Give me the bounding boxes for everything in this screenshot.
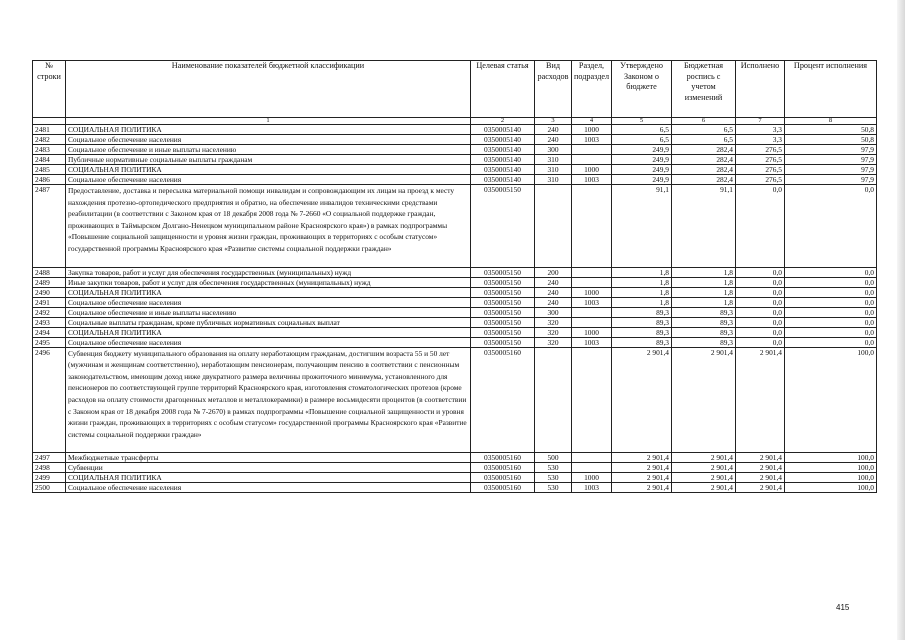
target-article: 0350005160 [471,453,535,463]
indicator-name: СОЦИАЛЬНАЯ ПОЛИТИКА [66,165,471,175]
approved-amount: 249,9 [612,165,672,175]
section-code [572,463,612,473]
row-number: 2500 [33,483,66,493]
row-number: 2494 [33,327,66,337]
section-code: 1000 [572,165,612,175]
execution-percent: 0,0 [785,337,877,347]
executed-amount: 3,3 [736,125,785,135]
executed-amount: 2 901,4 [736,453,785,463]
table-row [33,165,877,175]
expense-type [535,185,572,255]
column-number [33,118,66,125]
indicator-name: Социальное обеспечение и иные выплаты населению [66,307,471,317]
section-code: 1003 [572,297,612,307]
indicator-name: Социальное обеспечение населения [66,483,471,493]
target-article: 0350005140 [471,145,535,155]
budget-list-amount: 89,3 [672,317,736,327]
approved-amount: 2 901,4 [612,347,672,440]
target-article: 0350005140 [471,175,535,185]
target-article: 0350005150 [471,337,535,347]
expense-type: 530 [535,463,572,473]
target-article: 0350005150 [471,317,535,327]
expense-type: 240 [535,125,572,135]
table-body [33,125,877,493]
execution-percent: 50,8 [785,125,877,135]
expense-type: 240 [535,287,572,297]
section-code: 1003 [572,483,612,493]
row-number: 2496 [33,347,66,440]
row-number: 2495 [33,337,66,347]
budget-list-amount: 91,1 [672,185,736,255]
indicator-name: СОЦИАЛЬНАЯ ПОЛИТИКА [66,125,471,135]
row-number: 2489 [33,277,66,287]
section-code [572,267,612,277]
expense-type: 200 [535,267,572,277]
spacer-cell [66,255,471,268]
budget-list-amount: 2 901,4 [672,483,736,493]
row-continuation-spacer [33,255,877,268]
page-edge-shadow [897,0,905,640]
expense-type: 300 [535,307,572,317]
section-code [572,277,612,287]
row-number: 2492 [33,307,66,317]
target-article: 0350005150 [471,327,535,337]
indicator-name: Социальное обеспечение населения [66,135,471,145]
approved-amount: 1,8 [612,297,672,307]
execution-percent: 100,0 [785,463,877,473]
spacer-cell [535,255,572,268]
indicator-name: Социальные выплаты гражданам, кроме публичных нормативных социальных выплат [66,317,471,327]
spacer-cell [66,440,471,453]
expense-type: 530 [535,483,572,493]
spacer-cell [33,440,66,453]
column-number: 5 [612,118,672,125]
executed-amount: 276,5 [736,155,785,165]
budget-list-amount: 1,8 [672,297,736,307]
table-row [33,317,877,327]
budget-list-amount: 282,4 [672,145,736,155]
page-number: 415 [836,603,850,612]
approved-amount: 2 901,4 [612,473,672,483]
section-code: 1000 [572,125,612,135]
header-approved: Утверждено Законом о бюджете [612,61,672,118]
expense-type: 300 [535,145,572,155]
target-article: 0350005150 [471,307,535,317]
indicator-name: СОЦИАЛЬНАЯ ПОЛИТИКА [66,473,471,483]
execution-percent: 97,9 [785,155,877,165]
budget-list-amount: 282,4 [672,175,736,185]
budget-list-amount: 282,4 [672,165,736,175]
approved-amount: 89,3 [612,337,672,347]
section-code: 1000 [572,287,612,297]
indicator-name: Межбюджетные трансферты [66,453,471,463]
executed-amount: 0,0 [736,327,785,337]
section-code [572,155,612,165]
execution-percent: 97,9 [785,165,877,175]
section-code: 1003 [572,175,612,185]
executed-amount: 0,0 [736,185,785,255]
budget-list-amount: 2 901,4 [672,453,736,463]
executed-amount: 0,0 [736,337,785,347]
approved-amount: 249,9 [612,145,672,155]
table-row [33,277,877,287]
spacer-cell [736,255,785,268]
budget-list-amount: 89,3 [672,307,736,317]
execution-percent: 0,0 [785,327,877,337]
executed-amount: 2 901,4 [736,473,785,483]
indicator-name: Предоставление, доставка и пересылка материальной помощи инвалидам и сопровождающим их лицам на проезд к месту нахождения протезно-ортопедического предприятия и обратно, на обеспечение инвалидов техническими средствами реабилитации (в соответствии с Законом края от 18 декабря 2008 года № 7-2660 «О социальной поддержке граждан, проживающих в Таймырском Долгано-Ненецком муниципальном районе Красноярского края») в рамках подпрограммы «Повышение социальной защищенности и уровня жизни граждан, проживающих в территориях с особым статусом» государственной программы Красноярского края «Развитие системы социальной поддержки граждан» [66,185,471,255]
table-row [33,175,877,185]
table-row [33,267,877,277]
section-code: 1003 [572,135,612,145]
spacer-cell [785,255,877,268]
approved-amount: 89,3 [612,307,672,317]
approved-amount: 249,9 [612,155,672,165]
target-article: 0350005150 [471,287,535,297]
executed-amount: 2 901,4 [736,347,785,440]
indicator-name: Субвенции [66,463,471,473]
approved-amount: 249,9 [612,175,672,185]
approved-amount: 2 901,4 [612,483,672,493]
budget-list-amount: 2 901,4 [672,347,736,440]
target-article: 0350005150 [471,267,535,277]
executed-amount: 276,5 [736,165,785,175]
column-number: 7 [736,118,785,125]
expense-type: 320 [535,337,572,347]
spacer-cell [471,255,535,268]
expense-type: 320 [535,327,572,337]
budget-list-amount: 89,3 [672,337,736,347]
row-number: 2486 [33,175,66,185]
budget-list-amount: 2 901,4 [672,473,736,483]
executed-amount: 0,0 [736,307,785,317]
executed-amount: 0,0 [736,317,785,327]
header-expense-type: Вид расходов [535,61,572,118]
table-row [33,327,877,337]
row-continuation-spacer [33,440,877,453]
target-article: 0350005150 [471,185,535,255]
spacer-cell [672,440,736,453]
approved-amount: 91,1 [612,185,672,255]
spacer-cell [572,255,612,268]
table-row [33,125,877,135]
approved-amount: 1,8 [612,267,672,277]
table-row [33,483,877,493]
spacer-cell [572,440,612,453]
executed-amount: 0,0 [736,297,785,307]
row-number: 2485 [33,165,66,175]
header-budget-list: Бюджетная роспись с учетом изменений [672,61,736,118]
expense-type: 500 [535,453,572,463]
budget-list-amount: 6,5 [672,135,736,145]
execution-percent: 97,9 [785,175,877,185]
approved-amount: 2 901,4 [612,463,672,473]
header-target: Целевая статья [471,61,535,118]
row-number: 2482 [33,135,66,145]
execution-percent: 0,0 [785,267,877,277]
executed-amount: 276,5 [736,175,785,185]
row-number: 2499 [33,473,66,483]
table-row [33,145,877,155]
budget-list-amount: 89,3 [672,327,736,337]
expense-type: 530 [535,473,572,483]
budget-list-amount: 1,8 [672,277,736,287]
budget-list-amount: 6,5 [672,125,736,135]
target-article: 0350005140 [471,135,535,145]
table-row [33,347,877,440]
spacer-cell [33,255,66,268]
indicator-name: Иные закупки товаров, работ и услуг для обеспечения государственных (муниципальных) нужд [66,277,471,287]
executed-amount: 0,0 [736,287,785,297]
header-executed: Исполнено [736,61,785,118]
indicator-name: Субвенция бюджету муниципального образования на оплату неработающим гражданам, достигшим возраста 55 и 50 лет (мужчинам и женщинам соответственно), неработающим пенсионерам, получающим пенсию в соответствии с пенсионным законодательством, имеющим доход ниже двукратного размера величины прожиточного минимума, установленного для пенсионеров по соответствующей группе территорий Красноярского края, изготовления стоматологических протезов (кроме расходов на оплату стоимости драгоценных металлов и металлокерамики) в размере восьмидесяти процентов (в соответствии с Законом края от 18 декабря 2008 года № 7-2670) в рамках подпрограммы «Повышение социальной защищенности и уровня жизни граждан, проживающих в территориях с особым статусом» государственной программы Красноярского края «Развитие системы социальной поддержки граждан» [66,347,471,440]
spacer-cell [672,255,736,268]
row-number: 2491 [33,297,66,307]
expense-type: 240 [535,297,572,307]
indicator-name: Закупка товаров, работ и услуг для обеспечения государственных (муниципальных) нужд [66,267,471,277]
header-percent: Процент исполнения [785,61,877,118]
approved-amount: 89,3 [612,327,672,337]
target-article: 0350005140 [471,165,535,175]
section-code [572,317,612,327]
table-row [33,473,877,483]
target-article: 0350005150 [471,297,535,307]
section-code [572,145,612,155]
table-row [33,453,877,463]
header-name: Наименование показателей бюджетной классификации [66,61,471,118]
execution-percent: 50,8 [785,135,877,145]
execution-percent: 100,0 [785,347,877,440]
table-row [33,135,877,145]
table-row [33,463,877,473]
indicator-name: Социальное обеспечение населения [66,175,471,185]
expense-type [535,347,572,440]
approved-amount: 6,5 [612,135,672,145]
execution-percent: 100,0 [785,483,877,493]
execution-percent: 0,0 [785,185,877,255]
row-number: 2490 [33,287,66,297]
section-code [572,347,612,440]
approved-amount: 1,8 [612,277,672,287]
spacer-cell [471,440,535,453]
target-article: 0350005160 [471,463,535,473]
execution-percent: 0,0 [785,277,877,287]
column-number: 8 [785,118,877,125]
row-number: 2497 [33,453,66,463]
column-number: 3 [535,118,572,125]
executed-amount: 0,0 [736,277,785,287]
expense-type: 310 [535,175,572,185]
approved-amount: 2 901,4 [612,453,672,463]
column-number: 6 [672,118,736,125]
target-article: 0350005150 [471,277,535,287]
approved-amount: 89,3 [612,317,672,327]
indicator-name: Социальное обеспечение населения [66,297,471,307]
row-number: 2484 [33,155,66,165]
table-row [33,307,877,317]
expense-type: 320 [535,317,572,327]
budget-execution-table [32,60,877,493]
section-code [572,307,612,317]
executed-amount: 2 901,4 [736,483,785,493]
table-row [33,337,877,347]
target-article: 0350005160 [471,473,535,483]
spacer-cell [736,440,785,453]
section-code [572,185,612,255]
indicator-name: Социальное обеспечение и иные выплаты населению [66,145,471,155]
execution-percent: 0,0 [785,287,877,297]
section-code: 1000 [572,473,612,483]
budget-list-amount: 2 901,4 [672,463,736,473]
target-article: 0350005140 [471,125,535,135]
executed-amount: 276,5 [736,145,785,155]
execution-percent: 0,0 [785,317,877,327]
execution-percent: 97,9 [785,145,877,155]
approved-amount: 6,5 [612,125,672,135]
executed-amount: 3,3 [736,135,785,145]
execution-percent: 100,0 [785,453,877,463]
row-number: 2493 [33,317,66,327]
budget-list-amount: 282,4 [672,155,736,165]
execution-percent: 0,0 [785,297,877,307]
section-code [572,453,612,463]
table-row [33,297,877,307]
table-row [33,155,877,165]
header-row-num: № строки [33,61,66,118]
column-number: 4 [572,118,612,125]
spacer-cell [612,440,672,453]
row-number: 2498 [33,463,66,473]
expense-type: 310 [535,165,572,175]
indicator-name: Публичные нормативные социальные выплаты гражданам [66,155,471,165]
executed-amount: 2 901,4 [736,463,785,473]
column-number-row [33,118,877,125]
table-header [33,61,877,125]
table-row [33,185,877,255]
spacer-cell [785,440,877,453]
expense-type: 240 [535,277,572,287]
budget-list-amount: 1,8 [672,267,736,277]
indicator-name: СОЦИАЛЬНАЯ ПОЛИТИКА [66,327,471,337]
section-code: 1003 [572,337,612,347]
column-number: 1 [66,118,471,125]
execution-percent: 100,0 [785,473,877,483]
table-row [33,287,877,297]
header-section: Раздел, подраздел [572,61,612,118]
row-number: 2481 [33,125,66,135]
executed-amount: 0,0 [736,267,785,277]
approved-amount: 1,8 [612,287,672,297]
indicator-name: Социальное обеспечение населения [66,337,471,347]
execution-percent: 0,0 [785,307,877,317]
row-number: 2488 [33,267,66,277]
spacer-cell [612,255,672,268]
spacer-cell [535,440,572,453]
column-number: 2 [471,118,535,125]
budget-list-amount: 1,8 [672,287,736,297]
section-code: 1000 [572,327,612,337]
row-number: 2483 [33,145,66,155]
expense-type: 310 [535,155,572,165]
target-article: 0350005140 [471,155,535,165]
indicator-name: СОЦИАЛЬНАЯ ПОЛИТИКА [66,287,471,297]
row-number: 2487 [33,185,66,255]
expense-type: 240 [535,135,572,145]
target-article: 0350005160 [471,347,535,440]
target-article: 0350005160 [471,483,535,493]
